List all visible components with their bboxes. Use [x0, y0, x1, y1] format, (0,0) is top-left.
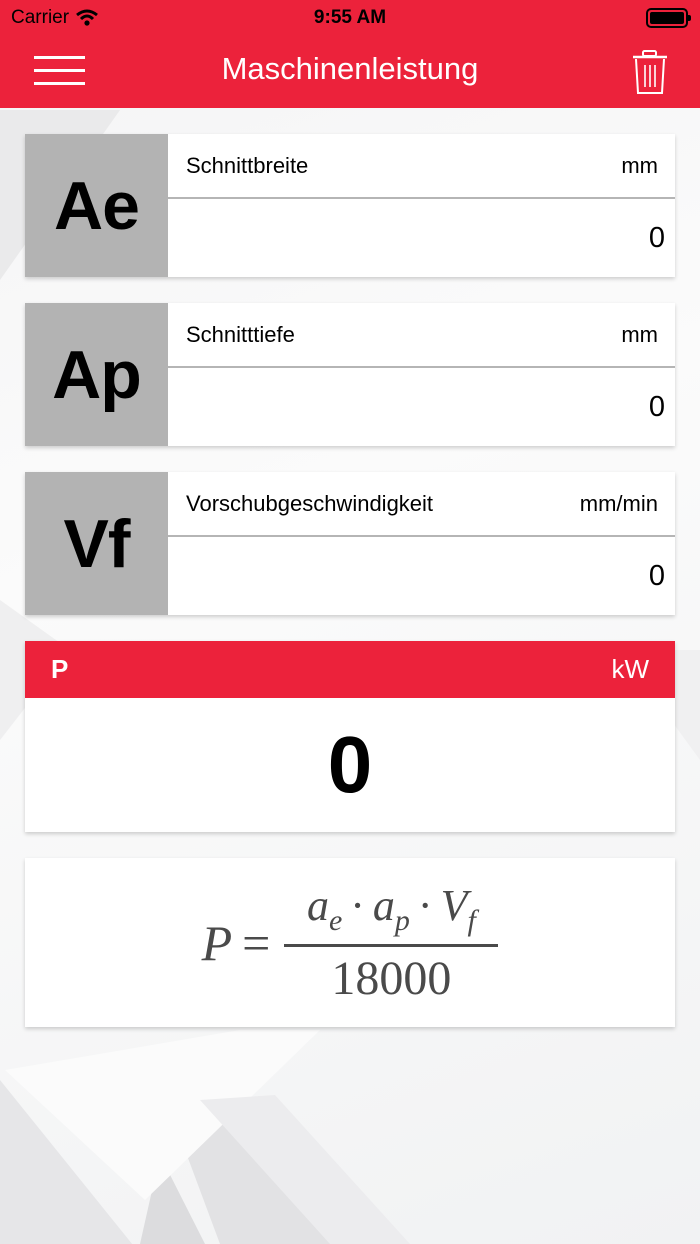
result-symbol: P	[51, 654, 69, 684]
top-bar	[0, 0, 700, 108]
formula-card	[25, 858, 675, 1027]
battery-icon	[646, 8, 688, 28]
formula-lhs: P	[201, 914, 233, 971]
result-unit: kW	[611, 654, 649, 684]
symbol-ae: Ae	[25, 134, 168, 277]
trash-icon	[630, 48, 670, 96]
sub-e: e	[328, 903, 343, 937]
field-header	[168, 472, 675, 537]
carrier-label: Carrier	[11, 7, 70, 28]
formula-fraction	[284, 880, 498, 1006]
schnittbreite-input[interactable]: 0	[648, 221, 665, 254]
formula-denominator: 18000	[331, 951, 452, 1005]
formula-equals: =	[242, 914, 271, 971]
status-bar	[0, 0, 700, 36]
field-unit: mm/min	[579, 490, 658, 516]
symbol-ap: Ap	[25, 303, 168, 446]
page-title: Maschinenleistung	[221, 51, 479, 86]
sub-f: f	[467, 903, 476, 937]
sub-p: p	[394, 903, 410, 937]
var-a: a	[306, 880, 329, 930]
var-a: a	[372, 880, 395, 930]
power-formula	[25, 858, 675, 1027]
symbol-vf: Vf	[25, 472, 168, 615]
field-header	[168, 303, 675, 368]
input-card-vf	[25, 472, 675, 615]
clear-button[interactable]	[630, 48, 670, 96]
field-unit: mm	[621, 152, 658, 178]
result-card	[25, 641, 675, 832]
result-header	[25, 641, 675, 698]
dot-operator: ·	[350, 880, 365, 930]
input-card-ae	[25, 134, 675, 277]
vorschubgeschwindigkeit-input[interactable]: 0	[648, 559, 665, 592]
field-label: Vorschubgeschwindigkeit	[186, 490, 434, 516]
field-label: Schnitttiefe	[186, 321, 295, 347]
input-card-ap	[25, 303, 675, 446]
formula-numerator	[303, 880, 480, 944]
clock: 9:55 AM	[313, 7, 387, 28]
dot-operator: ·	[417, 880, 433, 930]
field-unit: mm	[621, 321, 658, 347]
result-value: 0	[327, 720, 373, 809]
field-header	[168, 134, 675, 199]
var-v: V	[440, 880, 468, 930]
schnitttiefe-input[interactable]: 0	[648, 390, 665, 423]
navigation-bar	[0, 36, 700, 108]
field-label: Schnittbreite	[186, 152, 309, 178]
